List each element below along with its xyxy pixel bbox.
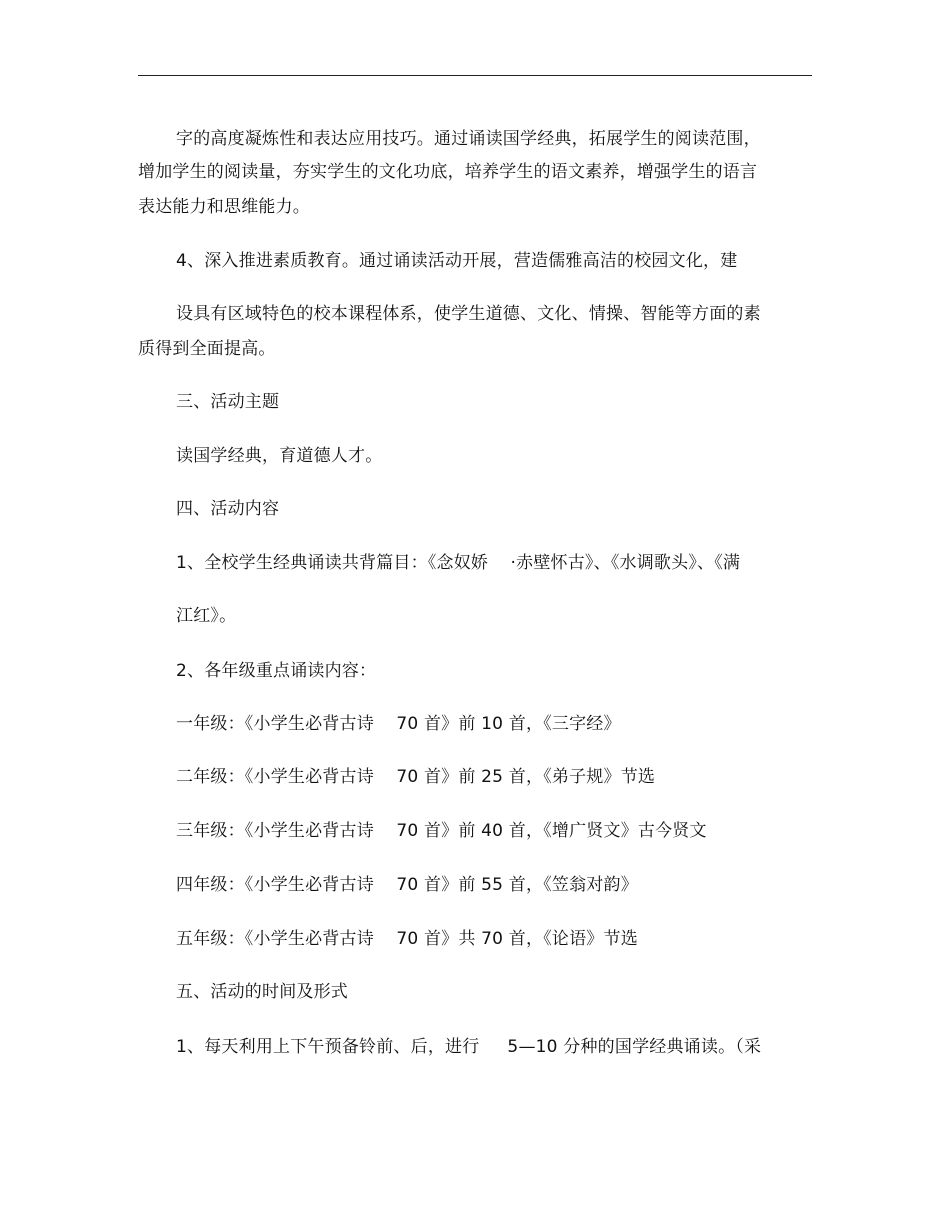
paragraph-line: 1、每天利用上下午预备铃前、后，进行 5—10 分种的国学经典诵读。（采 [176, 1037, 762, 1057]
grade-line: 二年级：《小学生必背古诗 70 首》前 25 首，《弟子规》节选 [176, 767, 656, 787]
paragraph-line: 字的高度凝炼性和表达应用技巧。通过诵读国学经典，拓展学生的阅读范围， [176, 129, 761, 149]
paragraph-line: 表达能力和思维能力。 [138, 197, 310, 217]
grade-line: 四年级：《小学生必背古诗 70 首》前 55 首，《笠翁对韵》 [176, 875, 638, 895]
paragraph-line: 设具有区域特色的校本课程体系，使学生道德、文化、情操、智能等方面的素 [176, 304, 761, 324]
paragraph-line: 江红》。 [176, 606, 237, 626]
grade-line: 五年级：《小学生必背古诗 70 首》共 70 首，《论语》节选 [176, 929, 638, 949]
paragraph-line: 增加学生的阅读量，夯实学生的文化功底，培养学生的语文素养，增强学生的语言 [138, 162, 758, 182]
section-heading: 五、活动的时间及形式 [176, 982, 348, 1002]
paragraph-line: 4、深入推进素质教育。通过诵读活动开展，营造儒雅高洁的校园文化，建 [176, 251, 738, 271]
paragraph-line: 质得到全面提高。 [138, 339, 276, 359]
grade-line: 一年级：《小学生必背古诗 70 首》前 10 首，《三字经》 [176, 714, 621, 734]
paragraph-line: 2、各年级重点诵读内容： [176, 661, 377, 681]
paragraph-line: 1、全校学生经典诵读共背篇目：《念奴娇 ·赤壁怀古》、《水调歌头》、《满 [176, 553, 741, 573]
section-heading: 四、活动内容 [176, 499, 280, 519]
header-rule [138, 75, 812, 76]
grade-line: 三年级：《小学生必背古诗 70 首》前 40 首，《增广贤文》古今贤文 [176, 821, 707, 841]
section-heading: 三、活动主题 [176, 392, 280, 412]
paragraph-line: 读国学经典，育道德人才。 [176, 446, 383, 466]
